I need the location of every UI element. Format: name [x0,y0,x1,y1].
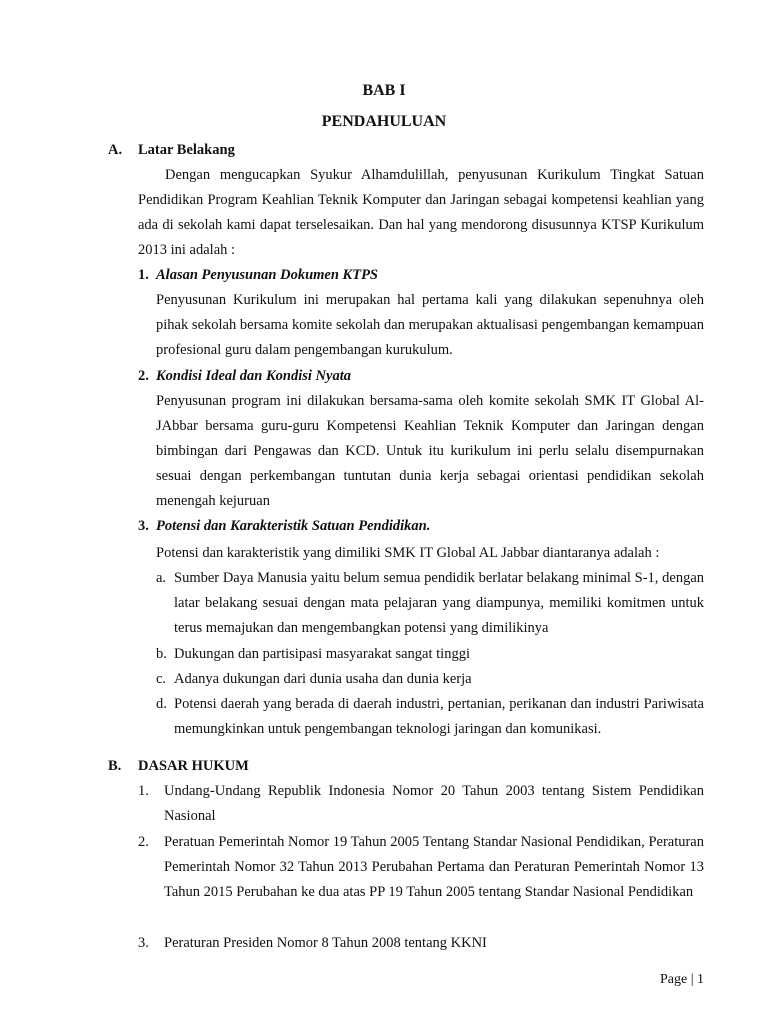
list-item-d [156,692,704,742]
list-item-b-text: Dukungan dan partisipasi masyarakat sangat tinggi [174,646,470,662]
sub1-heading [138,267,378,284]
chapter-title: BAB I [362,82,406,99]
list-item-c-text: Adanya dukungan dari dunia usaha dan dunia kerja [174,671,472,687]
list-item-a-text: Sumber Daya Manusia yaitu belum semua pendidik berlatar belakang minimal S-1, dengan latar belakang sesuai dengan mata pelajaran yang diampunya, memiliki komitmen untuk terus memajukan dan mengembangkan potensi yang dimilikinya [174,570,704,636]
list-item-c-label: c. [156,671,167,687]
law-item-1-text: Undang-Undang Republik Indonesia Nomor 20 Tahun 2003 tentang Sistem Pendidikan Nasional [164,783,704,824]
law-item-2 [138,830,704,905]
list-item-c [156,667,704,692]
section-a-intro-text: Dengan mengucapkan Syukur Alhamdulillah, penyusunan Kurikulum Tingkat Satuan Pendidikan Program Keahlian Teknik Komputer dan Jaringan sebagai kompetensi keahlian yang ada di sekolah kami dapat terselesaikan. Dan hal yang mendorong disusunnya KTSP Kurikulum 2013 ini adalah : [138,167,704,258]
sub1-text: Penyusunan Kurikulum ini merupakan hal pertama kali yang dilakukan sepenuhnya oleh pihak sekolah bersama komite sekolah dan merupakan aktualisasi pengembangan kemampuan profesional guru dalam pengembangan kurukulum. [156,292,704,358]
list-item-b [156,642,704,667]
sub1-number: 1. [138,267,149,283]
section-a-title: Latar Belakang [138,142,235,158]
list-item-b-label: b. [156,646,167,662]
list-item-a [156,566,704,641]
list-item-d-text: Potensi daerah yang berada di daerah industri, pertanian, perikanan dan industri Pariwisata memungkinkan untuk pengembangan teknologi jaringan dan komunikasi. [174,696,704,737]
section-b-number: B. [108,758,122,774]
sub3-text: Potensi dan karakteristik yang dimiliki SMK IT Global AL Jabbar diantaranya adalah : [156,545,660,561]
page-number: 1 [697,972,704,987]
sub3-number: 3. [138,518,149,534]
sub2-heading [138,368,351,385]
list-item-a-label: a. [156,570,167,586]
section-a-number: A. [108,142,123,158]
law-item-1 [138,779,704,829]
section-b-heading [108,758,249,775]
page-label: Page [659,972,688,987]
section-a-heading [108,142,235,159]
sub3-title: Potensi dan Karakteristik Satuan Pendidikan. [156,518,431,534]
law-item-3 [138,931,704,956]
page-separator: | [690,972,694,987]
law-item-3-label: 3. [138,935,149,951]
section-b-title: DASAR HUKUM [138,758,249,774]
law-item-1-label: 1. [138,783,149,799]
law-item-3-text: Peraturan Presiden Nomor 8 Tahun 2008 tentang KKNI [164,935,487,951]
sub2-text: Penyusunan program ini dilakukan bersama-sama oleh komite sekolah SMK IT Global Al-JAbbar bersama guru-guru Kompetensi Keahlian Teknik Komputer dan Jaringan dengan bimbingan dari Pengawas dan KCD. Untuk itu kurikulum ini perlu selalu disempurnakan sesuai dengan perkembangan tuntutan dunia kerja sebagai orientasi pendidikan sekolah menengah kejuruan [156,393,704,509]
sub1-title: Alasan Penyusunan Dokumen KTPS [156,267,378,283]
page-footer [660,972,704,988]
law-item-2-text: Peratuan Pemerintah Nomor 19 Tahun 2005 Tentang Standar Nasional Pendidikan, Peraturan Pemerintah Nomor 32 Tahun 2013 Perubahan Pertama dan Peraturan Pemerintah Nomor 13 Tahun 2015 Perubahan ke dua atas PP 19 Tahun 2005 tentang Standar Nasional Pendidikan [164,834,704,900]
list-item-d-label: d. [156,696,167,712]
sub2-number: 2. [138,368,149,384]
sub3-heading [138,518,430,535]
sub2-title: Kondisi Ideal dan Kondisi Nyata [156,368,351,384]
law-item-2-label: 2. [138,834,149,850]
section-a-intro [138,163,704,263]
chapter-subtitle: PENDAHULUAN [321,113,447,130]
